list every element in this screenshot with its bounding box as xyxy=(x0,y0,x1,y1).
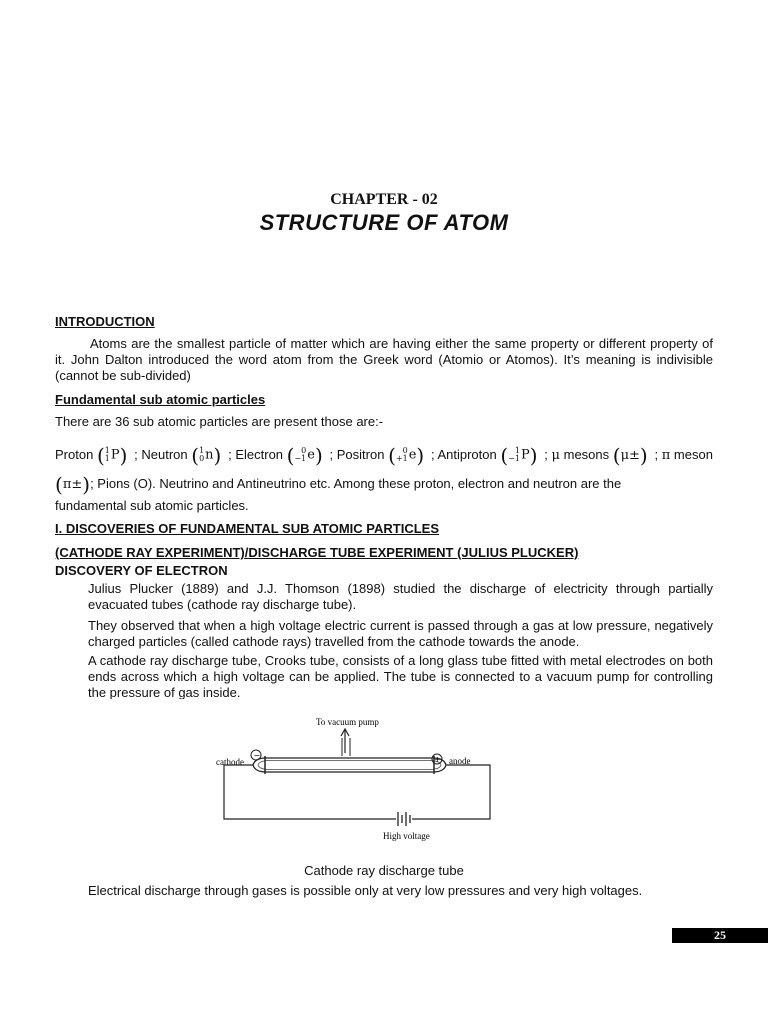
neutron-item xyxy=(134,443,222,468)
proton-notation xyxy=(105,447,120,464)
cathode-ray-tube-diagram xyxy=(208,698,498,858)
electron-label: ; Electron xyxy=(228,446,284,462)
circuit-wire-right xyxy=(412,765,490,819)
positron-symbol: e xyxy=(408,447,417,463)
mu-mesons-label: mesons xyxy=(563,446,610,462)
separator: ; xyxy=(654,446,659,462)
introduction-heading: INTRODUCTION xyxy=(55,314,155,329)
fundamental-text: There are 36 sub atomic particles are present those are:- xyxy=(55,414,384,429)
electron-symbol: e xyxy=(307,447,315,463)
discoveries-heading: I. DISCOVERIES OF FUNDAMENTAL SUB ATOMIC PARTICLES xyxy=(55,521,439,536)
proton-item xyxy=(55,443,128,468)
antiproton-mass: 1 xyxy=(514,445,520,455)
cathode-label: cathode xyxy=(216,757,244,767)
pi-symbol: π xyxy=(661,447,671,463)
fundamental-heading: Fundamental sub atomic particles xyxy=(55,392,266,407)
circuit-wire xyxy=(224,765,396,819)
chapter-label: CHAPTER - 02 xyxy=(330,191,438,208)
paragraph-plucker: Julius Plucker (1889) and J.J. Thomson (1898) studied the discharge of electricity through partially evacuated tubes (cathode ray discharge tube). xyxy=(88,581,713,612)
paragraph-observation: They observed that when a high voltage electric current is passed through a gas at low pressure, negatively charged particles (called cathode rays) travelled from the cathode towards the anode. xyxy=(88,618,713,649)
proton-label: Proton xyxy=(55,446,94,462)
diagram-caption: Cathode ray discharge tube xyxy=(304,863,464,878)
discovery-electron-heading: DISCOVERY OF ELECTRON xyxy=(55,563,228,578)
positron-mass: 0 xyxy=(402,445,408,455)
glass-tube xyxy=(253,758,446,772)
plus-sign: + xyxy=(434,755,441,764)
pi-pm-symbol: π± xyxy=(62,477,83,492)
mu-pm-symbol: μ± xyxy=(620,447,640,463)
closing-sentence: Electrical discharge through gases is possible only at very low pressures and very high voltages. xyxy=(88,883,643,898)
neutron-mass: 1 xyxy=(199,445,205,455)
positron-label: ; Positron xyxy=(329,446,385,462)
proton-symbol: P xyxy=(110,447,120,463)
electron-charge: −1 xyxy=(294,453,307,463)
paren-open: ( xyxy=(500,443,509,468)
paren-close: ) xyxy=(82,472,91,497)
paren-open: ( xyxy=(612,443,621,468)
paren-open: ( xyxy=(191,443,200,468)
particles-line-3: fundamental sub atomic particles. xyxy=(55,498,249,513)
paren-close: ) xyxy=(119,443,128,468)
electron-notation xyxy=(294,447,315,464)
high-voltage-label: High voltage xyxy=(383,831,430,841)
neutron-label: ; Neutron xyxy=(134,446,188,462)
antiproton-charge: −1 xyxy=(508,453,520,463)
paren-open: ( xyxy=(55,472,63,497)
glass-tube-inner xyxy=(258,761,441,770)
paragraph-tube: A cathode ray discharge tube, Crooks tube, consists of a long glass tube fitted with metal electrodes on both ends across which a high voltage can be applied. The tube is connected to a vacuum pump for controlling the pressure of gas inside. xyxy=(88,653,713,699)
pi-meson-item xyxy=(654,447,712,464)
mu-mesons-item xyxy=(544,443,648,468)
neutron-charge: 0 xyxy=(199,453,205,463)
neutron-symbol: n xyxy=(205,447,214,463)
paren-close: ) xyxy=(416,443,425,468)
cathode-experiment-heading: (CATHODE RAY EXPERIMENT)/DISCHARGE TUBE EXPERIMENT (JULIUS PLUCKER) xyxy=(55,545,579,560)
positron-item xyxy=(329,443,425,468)
antiproton-notation xyxy=(508,447,530,464)
proton-charge: 1 xyxy=(104,453,110,463)
chapter-title: STRUCTURE OF ATOM xyxy=(259,210,509,235)
electron-item xyxy=(228,443,323,468)
electron-mass: 0 xyxy=(301,445,307,455)
paren-close: ) xyxy=(314,443,323,468)
particles-line-1 xyxy=(55,444,713,466)
separator: ; xyxy=(544,446,548,462)
paren-open: ( xyxy=(388,443,396,468)
introduction-text: Atoms are the smallest particle of matter which are having either the same property or different property of it. John Dalton introduced the word atom from the Greek word (Atomio or Atomos). It’s meaning is indivisible (cannot be sub-divided) xyxy=(55,336,713,383)
paren-close: ) xyxy=(213,443,222,468)
particles-line-2-text: ; Pions (O). Neutrino and Antineutrino etc. Among these proton, electron and neutron are the xyxy=(90,476,622,491)
minus-sign: − xyxy=(253,751,261,760)
paren-open: ( xyxy=(286,443,295,468)
page-number: 25 xyxy=(672,928,768,943)
particles-line-2 xyxy=(55,472,713,497)
positron-charge: +1 xyxy=(395,453,408,463)
anode-label: anode xyxy=(449,756,471,766)
paren-open: ( xyxy=(96,443,105,468)
positron-notation xyxy=(396,447,417,464)
paren-close: ) xyxy=(639,443,648,468)
vacuum-pump-label: To vacuum pump xyxy=(316,717,379,727)
mu-symbol: μ xyxy=(551,447,560,463)
paren-close: ) xyxy=(529,443,538,468)
antiproton-item xyxy=(430,443,538,468)
antiproton-symbol: P xyxy=(520,447,530,463)
proton-mass: 1 xyxy=(104,445,110,455)
neutron-notation xyxy=(199,447,213,464)
antiproton-label: ; Antiproton xyxy=(430,446,497,462)
pi-meson-label: meson xyxy=(673,446,713,462)
